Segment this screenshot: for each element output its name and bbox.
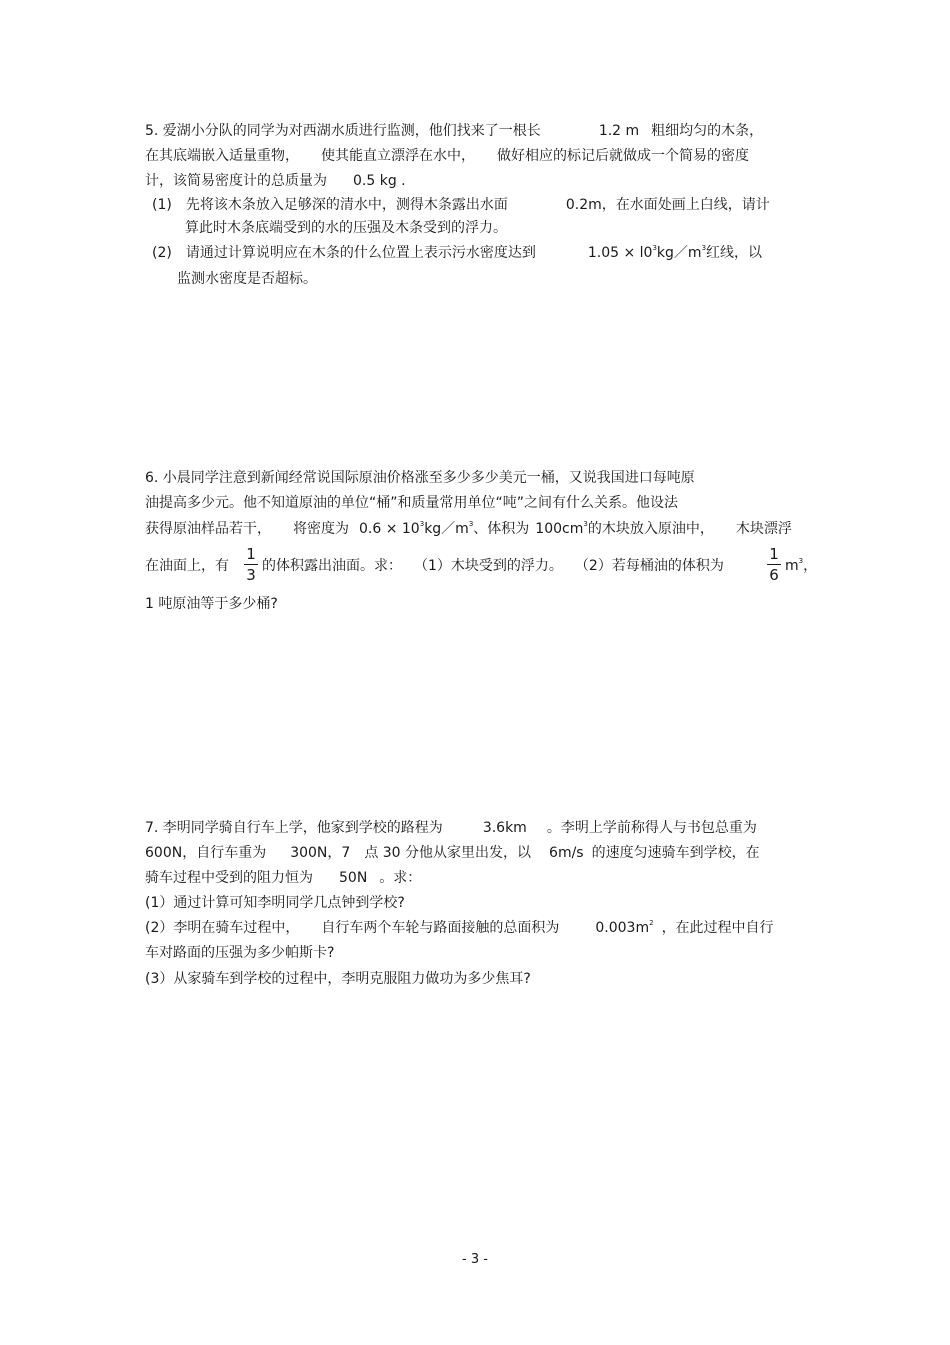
q5-line-2 [145, 147, 749, 165]
q5-text: 算此时木条底端受到的水的压强及木条受到的浮力。 [185, 220, 507, 236]
q5-text: 计，该简易密度计的总质量为 [145, 173, 327, 189]
q6-line-4a [145, 557, 229, 575]
q5-text: 粗细均匀的木条， [651, 123, 764, 139]
q6-line-4c [785, 557, 817, 575]
q5-text: 在其底端嵌入适量重物， [145, 148, 299, 164]
q5-text: 监测水密度是否超标。 [177, 271, 317, 287]
q5-line-1 [145, 122, 763, 140]
q7-speed-value: 6m/s [549, 845, 584, 861]
q6-line-1 [145, 469, 695, 487]
q7-text: 的速度匀速骑车到学校，在 [591, 845, 760, 861]
q6-line-2 [145, 494, 678, 512]
q7-text: 7. 李明同学骑自行车上学，他家到学校的路程为 [145, 820, 443, 836]
q6-text: 在油面上，有 [145, 558, 229, 574]
q7-force-value: 50N [339, 870, 368, 886]
q5-text: 先将该木条放入足够深的清水中，测得木条露出水面 [185, 197, 508, 213]
fraction-bar [244, 564, 258, 565]
fraction-denominator: 3 [246, 566, 256, 584]
q6-text: （2）若每桶油的体积为 [574, 558, 724, 574]
q6-text: 木块漂浮 [735, 521, 792, 537]
q7-text: 。李明上学前称得人与书包总重为 [546, 820, 757, 836]
q7-area-value: 0.003m [595, 920, 650, 936]
q5-text: 红线，以 [706, 245, 763, 261]
superscript: 3 [468, 520, 474, 528]
q6-unit: m [785, 558, 799, 574]
q7-sub-2 [145, 919, 774, 937]
q7-text: 。求： [379, 870, 422, 886]
q7-line-2 [145, 844, 760, 862]
q7-text: 自行车两个车轮与路面接触的总面积为 [321, 920, 560, 936]
superscript: 3 [798, 557, 804, 565]
q7-text: ，在此过程中自行 [661, 920, 774, 936]
q5-sub-number: (1) [152, 197, 172, 213]
q6-line-5 [145, 595, 278, 613]
q5-text: 使其能直立漂浮在水中， [321, 148, 475, 164]
fraction-one-third [244, 545, 258, 584]
fraction-numerator: 1 [769, 545, 779, 563]
q5-text: 请通过计算说明应在木条的什么位置上表示污水密度达到 [185, 245, 536, 261]
q5-sub-2-cont [177, 270, 317, 288]
q6-text: 1 吨原油等于多少桶? [145, 596, 278, 612]
q6-density-value: 0.6 × 10 [359, 521, 420, 537]
q7-text: (2）李明在骑车过程中， [145, 920, 300, 936]
q6-text: 6. 小晨同学注意到新闻经常说国际原油价格涨至多少多少美元一桶，又说我国进口每吨原 [145, 470, 695, 486]
q6-text: （1）木块受到的浮力。 [414, 558, 563, 574]
superscript: 3 [652, 244, 657, 252]
q5-unit: kg／m [656, 245, 702, 261]
q7-sub-1 [145, 894, 405, 912]
q7-line-1 [145, 819, 757, 837]
superscript: 3 [701, 244, 707, 252]
q7-text: (3）从家骑车到学校的过程中，李明克服阻力做功为多少焦耳? [145, 971, 531, 987]
q7-sub-2-cont [145, 944, 334, 962]
q7-line-3 [145, 869, 421, 887]
superscript: 3 [583, 520, 588, 528]
q6-line-4b [262, 557, 724, 575]
q5-sub-2 [152, 244, 762, 262]
fraction-numerator: 1 [246, 545, 256, 563]
superscript: 2 [649, 919, 654, 927]
q6-line-3 [145, 520, 792, 538]
q7-distance-value: 3.6km [482, 820, 527, 836]
q5-line-3 [145, 172, 406, 190]
q7-weight-value: 300N，7 [290, 845, 351, 861]
q7-text: 骑车过程中受到的阻力恒为 [145, 870, 313, 886]
q6-text: ， [803, 558, 818, 574]
q5-text: 0.2m，在水面处画上白线，请计 [565, 197, 770, 213]
q5-text: 5. 爱湖小分队的同学为对西湖水质进行监测，他们找来了一根长 [145, 123, 541, 139]
q6-text: 、体积为 [473, 521, 530, 537]
q5-mass-value: 0.5 kg . [353, 173, 406, 189]
q5-text: 做好相应的标记后就做成一个简易的密度 [497, 148, 749, 164]
q5-sub-1-cont [185, 219, 507, 237]
q6-volume-value: 100cm [535, 521, 584, 537]
q6-unit: kg／m [424, 521, 469, 537]
q7-text: 车对路面的压强为多少帕斯卡? [145, 945, 335, 961]
q6-text: 的木块放入原油中， [587, 521, 714, 537]
q5-length-value: 1.2 m [598, 123, 640, 139]
q7-text: 点 30 分他从家里出发，以 [364, 845, 532, 861]
q7-text: (1）通过计算可知李明同学几点钟到学校? [145, 895, 405, 911]
fraction-bar [767, 564, 781, 565]
q6-text: 的体积露出油面。求： [262, 558, 402, 574]
fraction-one-sixth [767, 545, 781, 584]
q6-text: 油提高多少元。他不知道原油的单位“桶”和质量常用单位“吨”之间有什么关系。他设法 [145, 495, 679, 511]
q6-text: 将密度为 [293, 521, 349, 537]
q5-sub-1 [152, 196, 770, 214]
q7-text: 600N，自行车重为 [145, 845, 267, 861]
page-number: - 3 - [462, 1252, 488, 1267]
q6-text: 获得原油样品若干， [145, 521, 271, 537]
q7-sub-3 [145, 970, 531, 988]
superscript: 3 [419, 520, 425, 528]
q5-density-value: 1.05 × l0 [587, 245, 653, 261]
q5-sub-number: (2) [152, 245, 172, 261]
fraction-denominator: 6 [769, 566, 779, 584]
